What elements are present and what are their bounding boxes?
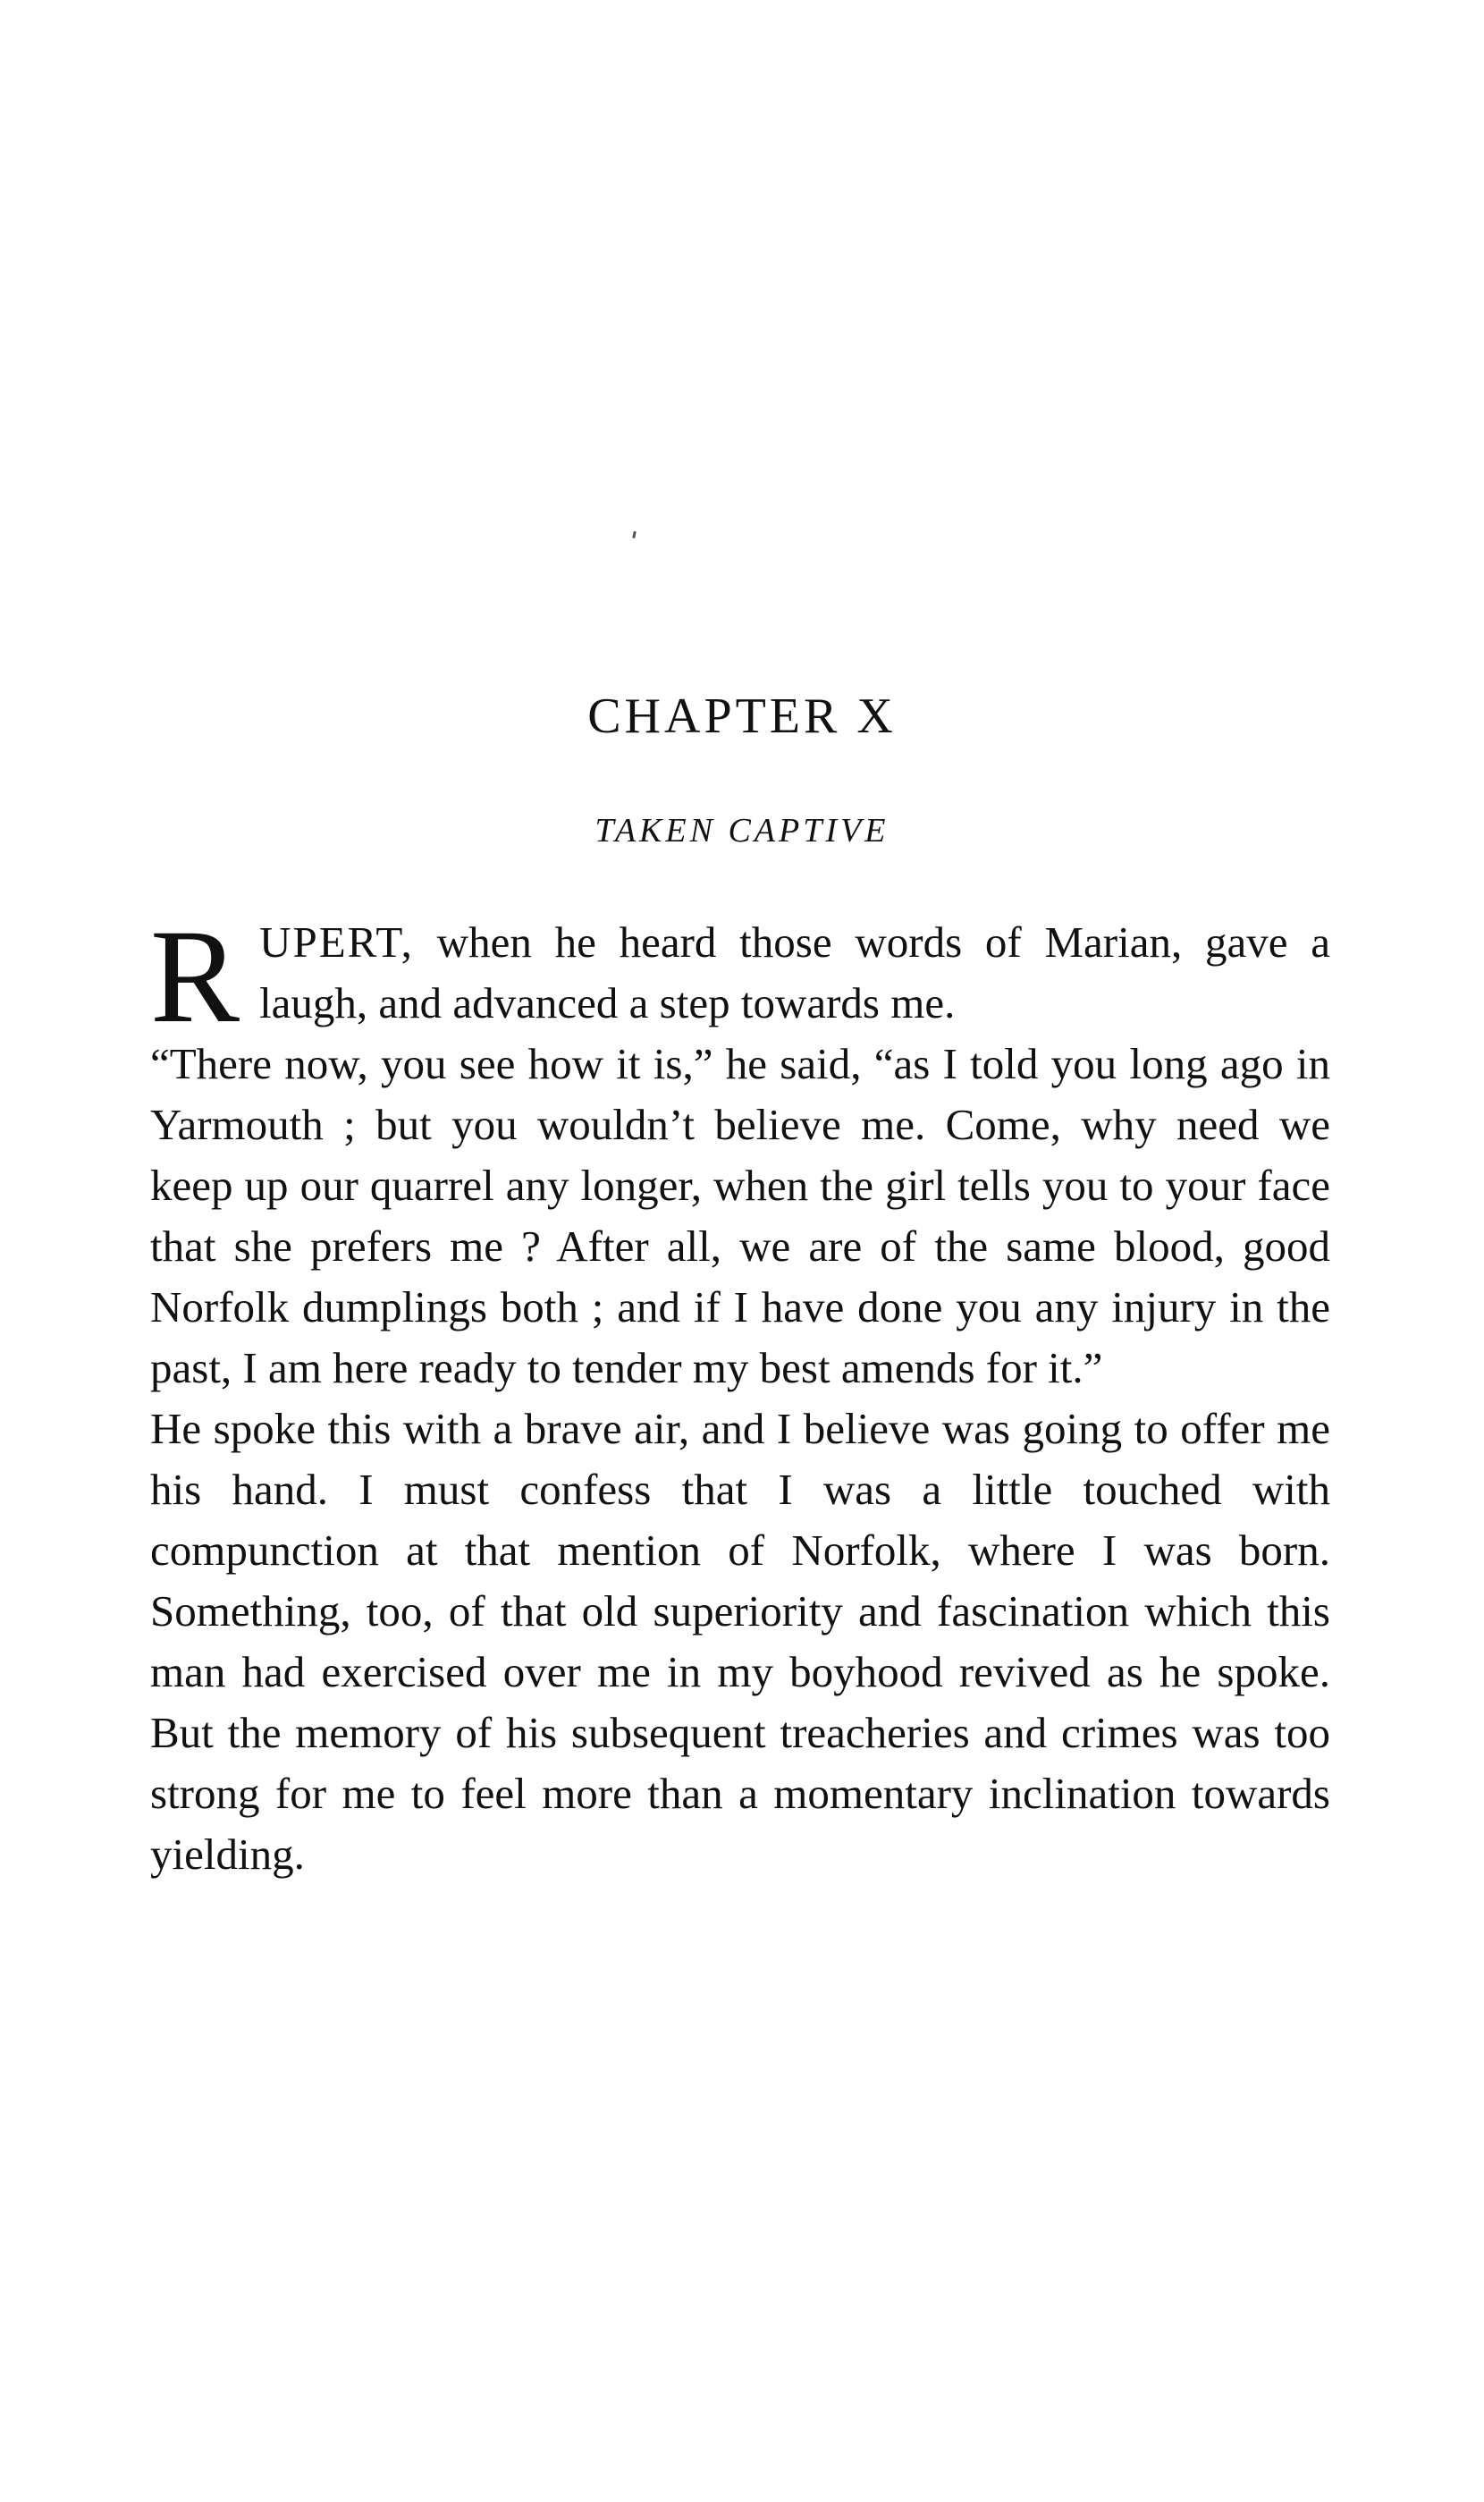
ink-speck xyxy=(632,531,637,538)
chapter-body xyxy=(150,902,1330,1885)
paragraph-text: when he heard those words of Marian, gave a laugh, and advanced a step towards me. xyxy=(259,917,1330,1027)
chapter-heading: CHAPTER X xyxy=(587,689,897,744)
paragraph-3 xyxy=(150,1399,1330,1885)
paragraph-1 xyxy=(150,902,1330,1051)
lead-word: UPERT, xyxy=(259,917,414,967)
paragraph-text: He spoke this with a brave air, and I believe was going to offer me his hand. I must confess that I was a little touched with compunction at that mention of Norfolk, where I was born. Something, too, of that old superiority and fascination which this man had exercised over me in my boyhood revived as he spoke. But the memory of his subsequent treacheries and crimes was too strong for me to feel more than a momentary inclination towards yielding. xyxy=(150,1404,1330,1879)
paragraph-2 xyxy=(150,1034,1330,1399)
chapter-subtitle: TAKEN CAPTIVE xyxy=(594,812,890,849)
paragraph-text: “There now, you see how it is,” he said, “as I told you long ago in Yarmouth ; but you wouldn’t believe me. Come, why need we keep up our quarrel any longer, when the girl tells you to your face that she prefers me ? After all, we are of the same blood, good Norfolk dumplings both ; and if I have done you any injury in the past, I am here ready to tender my best amends for it.” xyxy=(150,1039,1330,1392)
drop-cap: R xyxy=(150,902,240,1051)
